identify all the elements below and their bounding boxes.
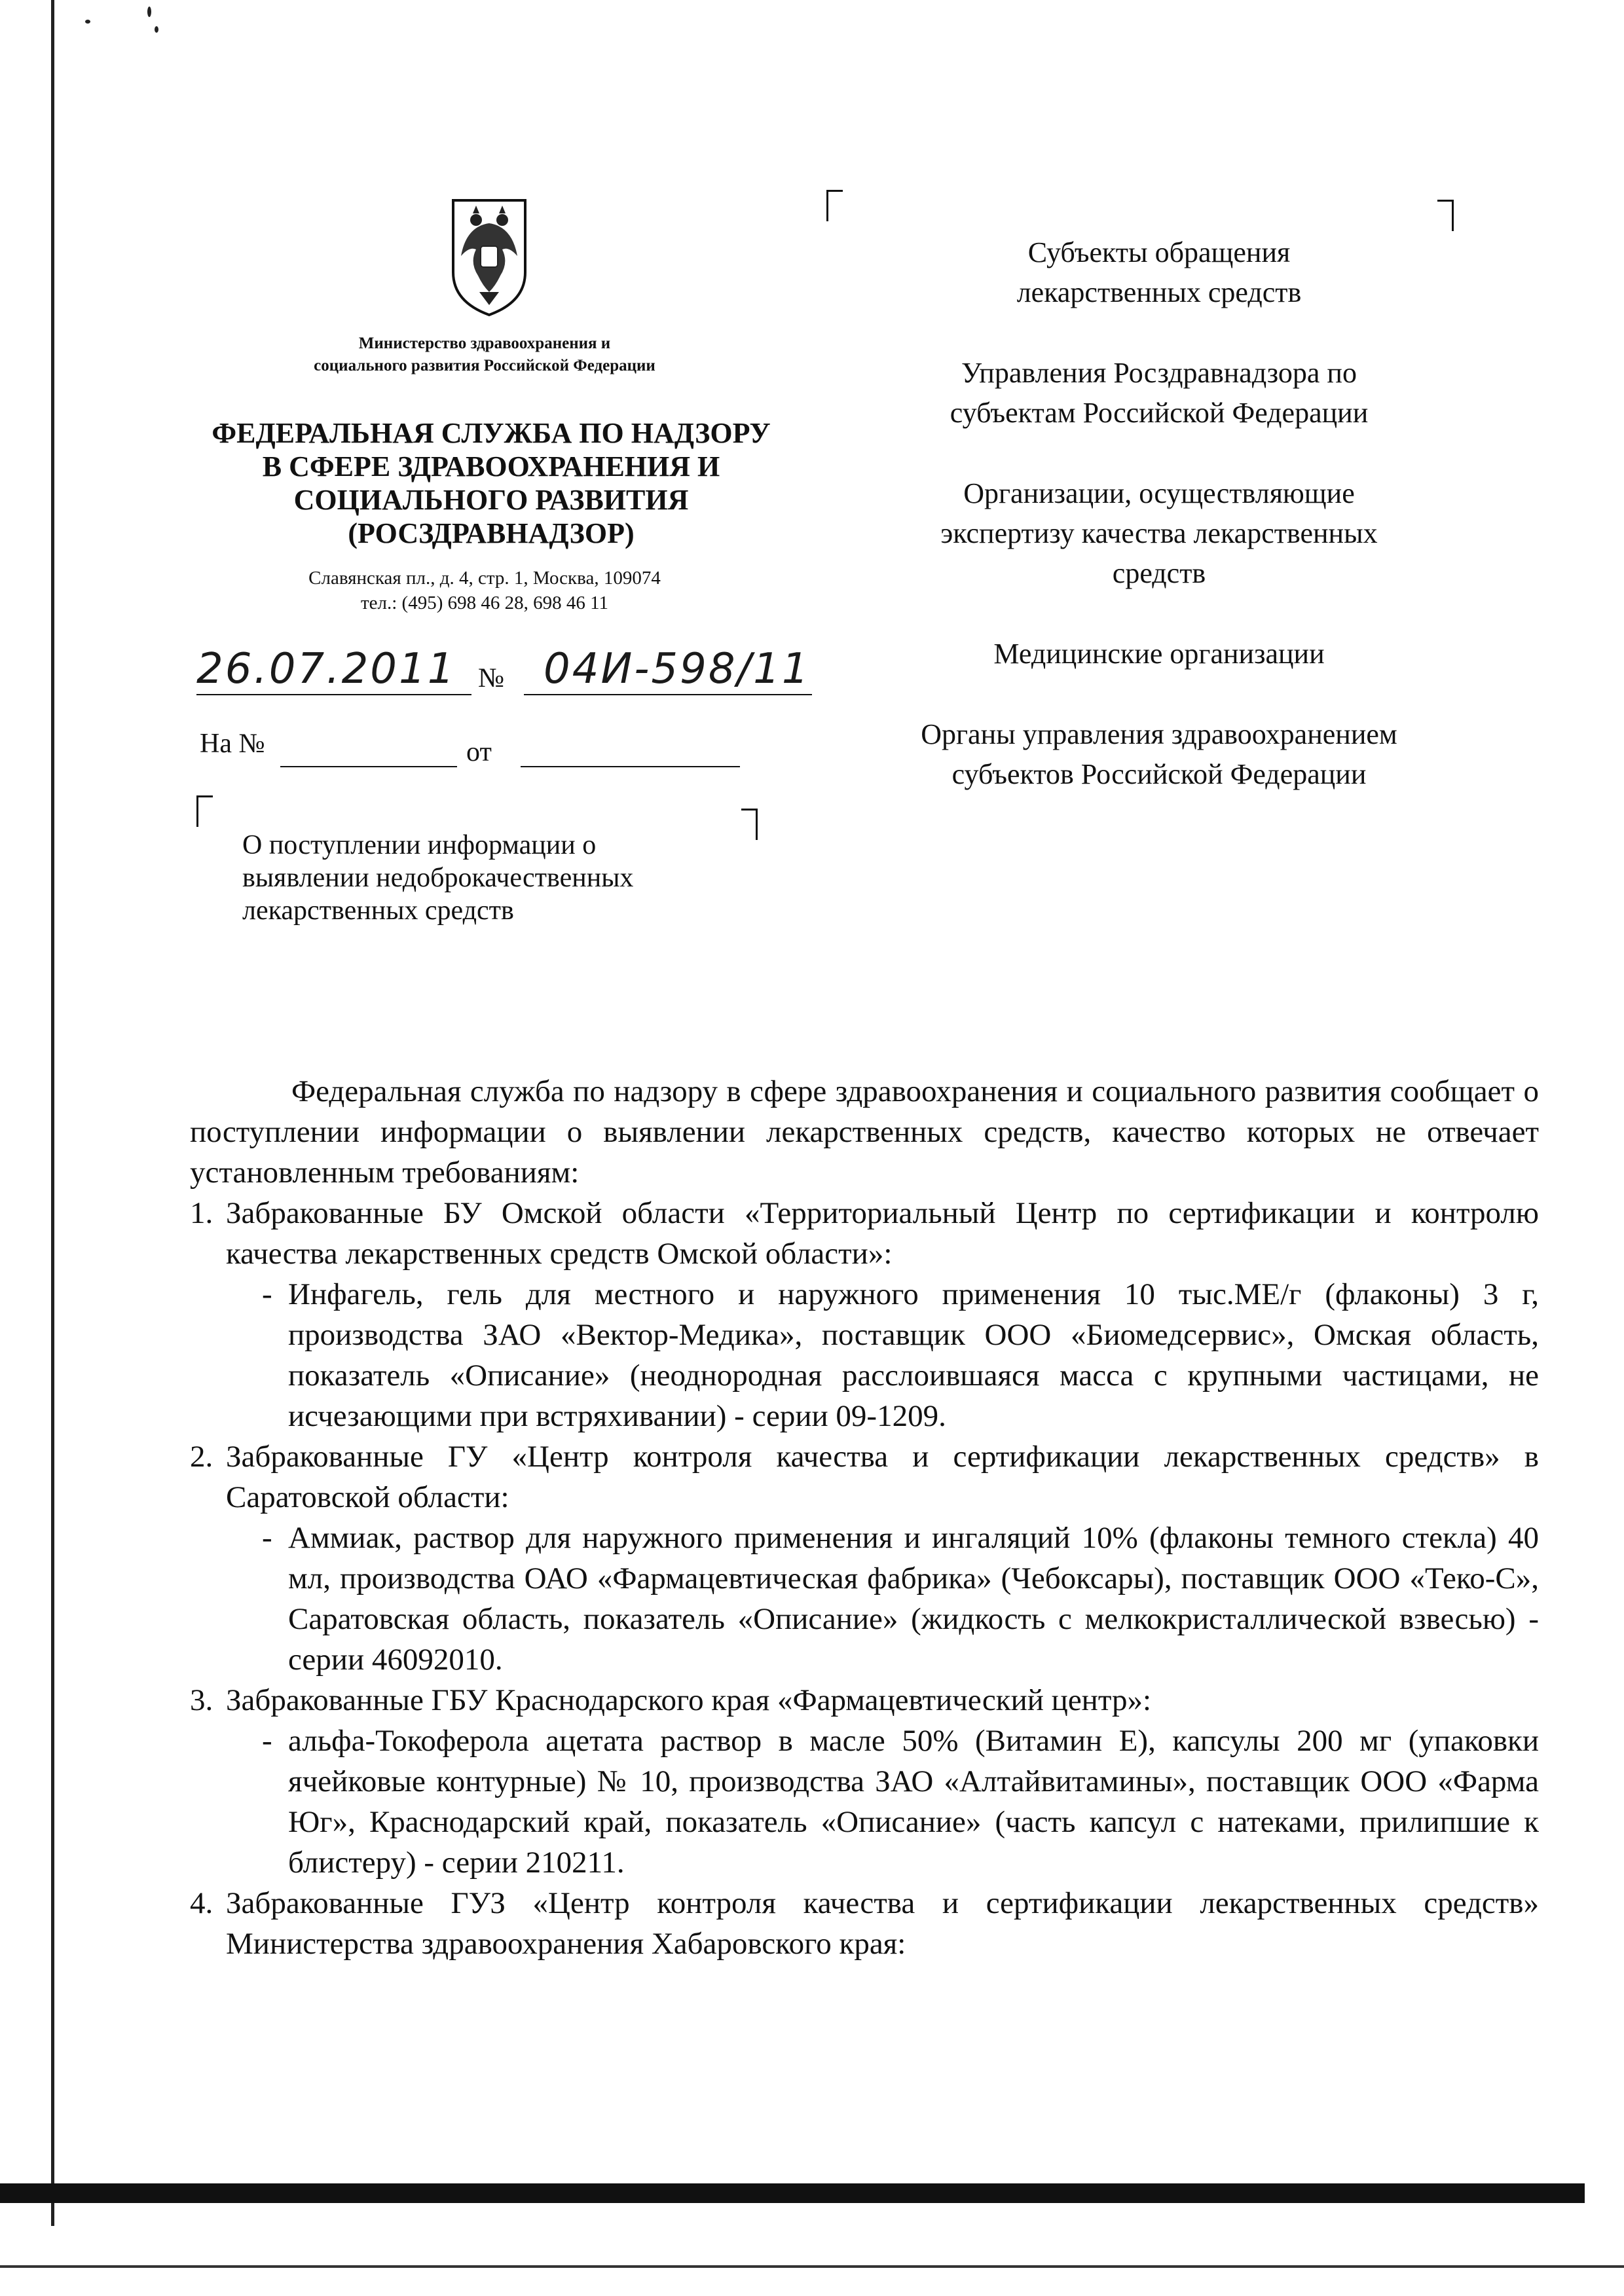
recipient-line: субъектам Российской Федерации bbox=[950, 397, 1369, 429]
item-number: 3. bbox=[190, 1683, 213, 1717]
item-number: 1. bbox=[190, 1196, 213, 1230]
recipient-line: Органы управления здравоохранением bbox=[921, 718, 1397, 750]
service-name bbox=[164, 416, 819, 550]
scan-speck bbox=[155, 26, 158, 33]
recipient-line: субъектов Российской Федерации bbox=[951, 758, 1367, 790]
item-text: Забракованные БУ Омской области «Территориальный Центр по сертификации и контролю качества лекарственных средств Омской области»: bbox=[226, 1196, 1539, 1271]
sub-item-dash: - bbox=[262, 1724, 272, 1758]
list-item bbox=[190, 1436, 1539, 1518]
ministry-name bbox=[216, 333, 753, 377]
item-number: 2. bbox=[190, 1440, 213, 1474]
service-line: В СФЕРЕ ЗДРАВООХРАНЕНИЯ И bbox=[262, 450, 720, 483]
bracket-top-left bbox=[196, 795, 213, 827]
bracket-recipients-left bbox=[826, 190, 843, 221]
address-line: тел.: (495) 698 46 28, 698 46 11 bbox=[360, 592, 609, 613]
list-item bbox=[190, 1883, 1539, 1964]
service-address bbox=[216, 566, 753, 615]
document-date: 26.07.2011 bbox=[196, 645, 456, 693]
item-text: Забракованные ГУЗ «Центр контроля качества и сертификации лекарственных средств» Министерства здравоохранения Хабаровского края: bbox=[226, 1886, 1539, 1961]
scan-left-edge bbox=[51, 0, 54, 2226]
reply-number-underline bbox=[280, 766, 457, 767]
recipient-line: Управления Росздравнадзора по bbox=[961, 357, 1357, 389]
address-line: Славянская пл., д. 4, стр. 1, Москва, 109074 bbox=[308, 568, 661, 589]
sub-item-dash: - bbox=[262, 1277, 272, 1311]
sub-item bbox=[262, 1274, 1539, 1436]
number-underline bbox=[524, 694, 812, 695]
scan-bottom-line bbox=[0, 2265, 1624, 2268]
subject-line: выявлении недоброкачественных bbox=[242, 863, 634, 893]
subject-line: О поступлении информации о bbox=[242, 830, 597, 860]
recipient-line: Субъекты обращения bbox=[1027, 236, 1291, 268]
item-text: Забракованные ГУ «Центр контроля качества и сертификации лекарственных средств» в Саратовской области: bbox=[226, 1440, 1539, 1514]
recipient-line: экспертизу качества лекарственных bbox=[940, 517, 1378, 549]
sub-item bbox=[262, 1518, 1539, 1680]
number-label: № bbox=[478, 663, 505, 693]
item-text: Забракованные ГБУ Краснодарского края «Фармацевтический центр»: bbox=[226, 1683, 1152, 1717]
recipient bbox=[825, 232, 1493, 312]
recipient bbox=[825, 353, 1493, 433]
letter-body bbox=[190, 1071, 1539, 1964]
sub-item-text: Аммиак, раствор для наружного применения и ингаляций 10% (флаконы темного стекла) 40 мл, производства ОАО «Фармацевтическая фабрика» (Чебоксары), поставщик ООО «Теко-С», Саратовская область, показатель «Описание» (жидкость с мелкокристаллической взвесью) - серии 46092010. bbox=[288, 1521, 1539, 1677]
ministry-line: социального развития Российской Федерации bbox=[314, 357, 655, 374]
subject-line: лекарственных средств bbox=[242, 896, 514, 926]
list-item bbox=[190, 1193, 1539, 1274]
body-intro: Федеральная служба по надзору в сфере здравоохранения и социального развития сообщает о поступлении информации о выявлении лекарственных средств, качество которых не отвечает установленным требованиям: bbox=[190, 1074, 1539, 1190]
recipient-line: средств bbox=[1112, 557, 1206, 589]
service-line: (РОСЗДРАВНАДЗОР) bbox=[348, 517, 635, 549]
recipient-line: Медицинские организации bbox=[993, 638, 1325, 670]
letter-subject bbox=[242, 829, 766, 927]
recipients-list bbox=[825, 232, 1493, 835]
reply-date-underline bbox=[521, 766, 740, 767]
coat-of-arms-emblem bbox=[440, 194, 538, 318]
sub-item-dash: - bbox=[262, 1521, 272, 1555]
item-number: 4. bbox=[190, 1886, 213, 1920]
service-line: ФЕДЕРАЛЬНАЯ СЛУЖБА ПО НАДЗОРУ bbox=[212, 417, 771, 449]
service-line: СОЦИАЛЬНОГО РАЗВИТИЯ bbox=[293, 484, 689, 516]
document-number: 04И-598/11 bbox=[544, 645, 811, 693]
recipient bbox=[825, 473, 1493, 593]
recipient-line: Организации, осуществляющие bbox=[963, 477, 1355, 509]
recipient bbox=[825, 634, 1493, 674]
scan-speck bbox=[85, 20, 90, 24]
reply-number-label: На № bbox=[200, 729, 265, 759]
recipient bbox=[825, 714, 1493, 794]
scan-speck bbox=[147, 7, 151, 17]
sub-item-text: альфа-Токоферола ацетата раствор в масле 50% (Витамин Е), капсулы 200 мг (упаковки ячейковые контурные) № 10, производства ЗАО «Алтайвитамины», поставщик ООО «Фарма Юг», Краснодарский край, показатель «Описание» (часть капсул с натеками, прилипшие к блистеру) - серии 210211. bbox=[288, 1724, 1539, 1880]
scan-bottom-band bbox=[0, 2183, 1585, 2203]
list-item bbox=[190, 1680, 1539, 1721]
ministry-line: Министерство здравоохранения и bbox=[358, 335, 611, 352]
sub-item bbox=[262, 1721, 1539, 1883]
date-underline bbox=[196, 694, 471, 695]
sub-item-text: Инфагель, гель для местного и наружного применения 10 тыс.МЕ/г (флаконы) 3 г, производства ЗАО «Вектор-Медика», поставщик ООО «Биомедсервис», Омская область, показатель «Описание» (неоднородная расслоившаяся масса с крупными частицами, не исчезающими при встряхивании) - серии 09-1209. bbox=[288, 1277, 1539, 1433]
reply-from-label: от bbox=[466, 737, 492, 767]
recipient-line: лекарственных средств bbox=[1016, 276, 1302, 308]
bracket-recipients-right bbox=[1437, 200, 1454, 231]
